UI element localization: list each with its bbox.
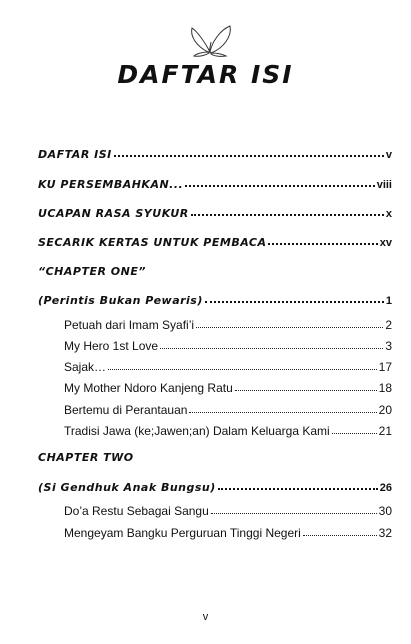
toc-item-label: Mengeyam Bangku Perguruan Tinggi Negeri: [64, 526, 301, 540]
dot-leader: [303, 535, 377, 536]
toc-entry-label: KU PERSEMBAHKAN...: [38, 178, 184, 191]
toc-item[interactable]: [64, 360, 392, 374]
toc-item[interactable]: [64, 381, 392, 395]
toc-part-gendhuk[interactable]: [38, 481, 392, 494]
dot-leader: [191, 214, 384, 216]
dot-leader: [108, 369, 377, 370]
dot-leader: [189, 412, 376, 413]
page-number: v: [202, 611, 209, 623]
toc-entry-page: viii: [376, 179, 392, 191]
dot-leader: [196, 327, 383, 328]
toc-item-page: 30: [378, 504, 392, 518]
toc-item[interactable]: [64, 403, 392, 417]
toc-item-page: 21: [378, 424, 392, 438]
butterfly-icon: [188, 22, 234, 58]
page-title: DAFTAR ISI: [117, 60, 294, 89]
dot-leader: [235, 390, 377, 391]
dot-leader: [218, 488, 378, 490]
toc-item[interactable]: [64, 318, 392, 332]
toc-item[interactable]: [64, 424, 392, 438]
toc-part-perintis[interactable]: [38, 294, 392, 307]
toc-entry-daftar-isi[interactable]: [38, 148, 392, 161]
toc-item-page: 2: [385, 318, 392, 332]
toc-entry-ucapan[interactable]: [38, 207, 392, 220]
toc-entry-page: 26: [379, 482, 392, 494]
toc-entry-secarik[interactable]: [38, 236, 392, 249]
toc-item-page: 20: [378, 403, 392, 417]
toc-item-label: Bertemu di Perantauan: [64, 403, 188, 417]
toc-item[interactable]: [64, 339, 392, 353]
toc-entry-label: DAFTAR ISI: [38, 148, 112, 161]
toc-entry-page: x: [385, 208, 392, 220]
toc-entry-page: v: [385, 149, 392, 161]
dot-leader: [205, 301, 384, 303]
dot-leader: [268, 243, 377, 245]
toc-item-label: Do’a Restu Sebagai Sangu: [64, 504, 209, 518]
toc-entry-page: xv: [379, 237, 392, 249]
toc-entry-label: SECARIK KERTAS UNTUK PEMBACA: [38, 236, 267, 249]
toc-item-page: 32: [378, 526, 392, 540]
toc-entry-label: (Perintis Bukan Pewaris): [38, 294, 203, 307]
toc-entry-page: 1: [385, 295, 392, 307]
toc-entry-persembahan[interactable]: [38, 178, 392, 191]
toc-item-label: Tradisi Jawa (ke;Jawen;an) Dalam Keluarga Kami: [64, 424, 330, 438]
dot-leader: [211, 513, 377, 514]
toc-item-page: 17: [378, 360, 392, 374]
toc-item-label: My Mother Ndoro Kanjeng Ratu: [64, 381, 233, 395]
dot-leader: [185, 185, 374, 187]
toc-item-label: My Hero 1st Love: [64, 339, 159, 353]
toc-item-label: Petuah dari Imam Syafi’i: [64, 318, 195, 332]
toc-item-page: 18: [378, 381, 392, 395]
chapter-two-heading: CHAPTER TWO: [38, 451, 134, 464]
toc-entry-label: (Si Gendhuk Anak Bungsu): [38, 481, 216, 494]
toc-item-page: 3: [385, 339, 392, 353]
toc-item[interactable]: [64, 504, 392, 518]
dot-leader: [332, 433, 377, 434]
toc-item-label: Sajak…: [64, 360, 107, 374]
chapter-one-heading: “CHAPTER ONE”: [38, 265, 146, 278]
dot-leader: [114, 155, 384, 157]
dot-leader: [160, 348, 383, 349]
toc-item[interactable]: [64, 526, 392, 540]
toc-entry-label: UCAPAN RASA SYUKUR: [38, 207, 189, 220]
